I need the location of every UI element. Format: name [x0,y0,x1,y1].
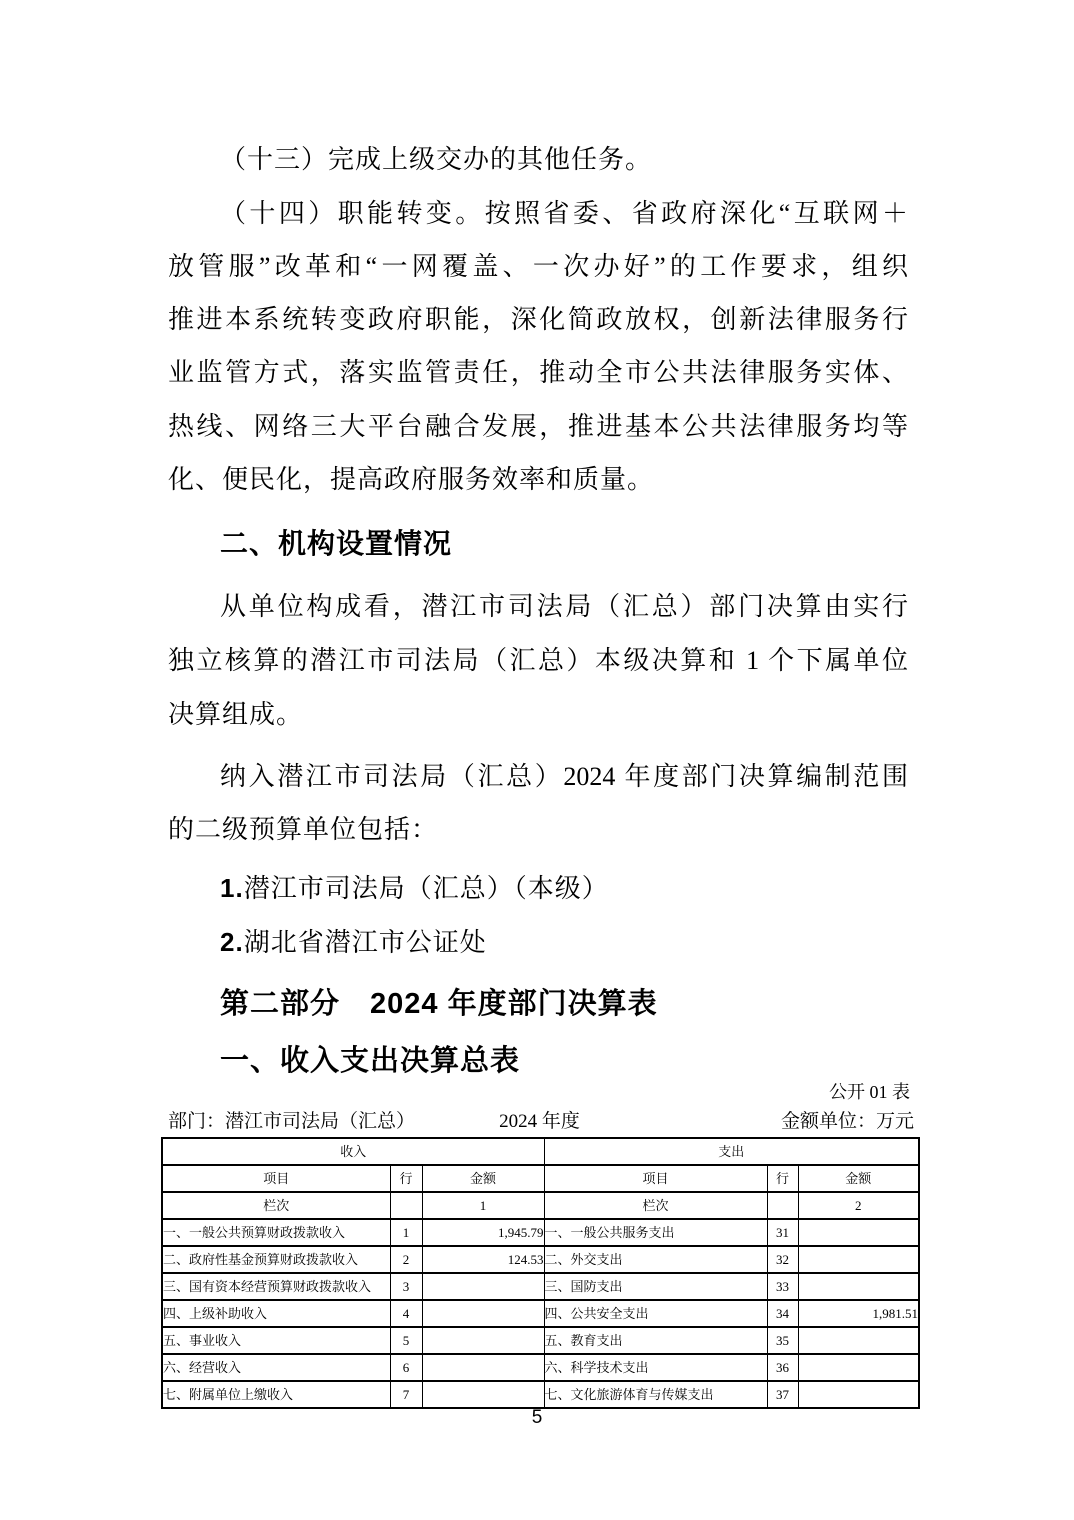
income-amount-cell [422,1327,544,1354]
expense-line-cell: 33 [767,1273,798,1300]
list-item [168,861,960,915]
income-expense-table [161,1137,920,1409]
column-header-item: 项目 [162,1165,390,1192]
body-line: 放管服”改革和“一网覆盖、一次办好”的工作要求，组织 [168,252,908,281]
body-line: （十三）完成上级交办的其他任务。 [220,145,653,174]
column-header-line: 行 [390,1165,422,1192]
expense-item-cell: 四、公共安全支出 [544,1300,767,1327]
income-line-cell: 3 [390,1273,422,1300]
table-row-column-headers [162,1165,919,1192]
empty-cell [767,1192,798,1219]
income-item-cell: 一、一般公共预算财政拨款收入 [162,1219,390,1246]
expense-item-cell: 一、一般公共服务支出 [544,1219,767,1246]
expense-amount-cell [798,1381,919,1408]
expense-line-cell: 34 [767,1300,798,1327]
income-amount-cell [422,1273,544,1300]
table-row-lanci [162,1192,919,1219]
column-header-line: 行 [767,1165,798,1192]
page-number: 5 [531,1407,543,1428]
table-row [162,1273,919,1300]
lanci-number-cell: 1 [422,1192,544,1219]
list-item-text: 潜江市司法局（汇总）（本级） [243,874,609,903]
lanci-number-cell: 2 [798,1192,919,1219]
income-line-cell: 7 [390,1381,422,1408]
income-line-cell: 5 [390,1327,422,1354]
expense-amount-cell [798,1246,919,1273]
expense-item-cell: 六、科学技术支出 [544,1354,767,1381]
body-line: 热线、网络三大平台融合发展，推进基本公共法律服务均等 [168,412,908,441]
table-row [162,1246,919,1273]
body-line: 推进本系统转变政府职能，深化简政放权，创新法律服务行 [168,305,908,334]
income-item-cell: 六、经营收入 [162,1354,390,1381]
income-line-cell: 6 [390,1354,422,1381]
table-open-label: 公开 01 表 [829,1082,910,1102]
expense-amount-cell [798,1273,919,1300]
body-line: （十四）职能转变。按照省委、省政府深化“互联网＋ [220,199,908,228]
lanci-label-cell: 栏次 [162,1192,390,1219]
income-item-cell: 五、事业收入 [162,1327,390,1354]
income-line-cell: 1 [390,1219,422,1246]
expense-amount-cell [798,1219,919,1246]
table-meta-unit: 金额单位：万元 [780,1111,914,1132]
lanci-label-cell: 栏次 [544,1192,767,1219]
body-line: 化、便民化，提高政府服务效率和质量。 [168,465,655,494]
body-line: 纳入潜江市司法局（汇总）2024 年度部门决算编制范围 [220,762,908,791]
list-item-number: 2. [220,927,244,957]
section-heading-organization: 二、机构设置情况 [220,528,453,559]
expense-item-cell: 七、文化旅游体育与传媒支出 [544,1381,767,1408]
table-row [162,1354,919,1381]
list-item-text: 湖北省潜江市公证处 [243,928,487,957]
body-line: 业监管方式，落实监管责任，推动全市公共法律服务实体、 [168,358,908,387]
income-item-cell: 二、政府性基金预算财政拨款收入 [162,1246,390,1273]
table-meta-year: 2024 年度 [499,1111,580,1132]
section-heading-part2: 第二部分 2024 年度部门决算表 [220,988,658,1020]
expense-line-cell: 37 [767,1381,798,1408]
income-amount-cell: 1,945.79 [422,1219,544,1246]
income-item-cell: 三、国有资本经营预算财政拨款收入 [162,1273,390,1300]
expense-item-cell: 二、外交支出 [544,1246,767,1273]
expense-amount-cell: 1,981.51 [798,1300,919,1327]
expense-item-cell: 五、教育支出 [544,1327,767,1354]
income-amount-cell [422,1300,544,1327]
list-item [168,915,960,969]
column-header-item: 项目 [544,1165,767,1192]
income-amount-cell [422,1354,544,1381]
expense-amount-cell [798,1354,919,1381]
table-row [162,1219,919,1246]
expense-item-cell: 三、国防支出 [544,1273,767,1300]
expense-line-cell: 36 [767,1354,798,1381]
income-item-cell: 四、上级补助收入 [162,1300,390,1327]
body-line: 独立核算的潜江市司法局（汇总）本级决算和 1 个下属单位 [168,646,908,675]
table-row-section-headers [162,1138,919,1165]
table-row [162,1381,919,1408]
body-line: 从单位构成看，潜江市司法局（汇总）部门决算由实行 [220,592,908,621]
table-meta-row [161,1109,918,1135]
table-row [162,1327,919,1354]
income-section-header: 收入 [162,1138,544,1165]
body-line: 的二级预算单位包括： [168,815,439,844]
income-amount-cell: 124.53 [422,1246,544,1273]
income-line-cell: 2 [390,1246,422,1273]
body-line: 决算组成。 [168,700,304,729]
expense-section-header: 支出 [544,1138,919,1165]
column-header-amount: 金额 [798,1165,919,1192]
expense-amount-cell [798,1327,919,1354]
income-item-cell: 七、附属单位上缴收入 [162,1381,390,1408]
section-heading-table1: 一、收入支出决算总表 [220,1045,521,1077]
empty-cell [390,1192,422,1219]
expense-line-cell: 35 [767,1327,798,1354]
expense-line-cell: 32 [767,1246,798,1273]
table-row [162,1300,919,1327]
expense-line-cell: 31 [767,1219,798,1246]
list-item-number: 1. [220,873,244,903]
table-meta-department: 部门：潜江市司法局（汇总） [168,1111,416,1132]
income-line-cell: 4 [390,1300,422,1327]
column-header-amount: 金额 [422,1165,544,1192]
income-amount-cell [422,1381,544,1408]
